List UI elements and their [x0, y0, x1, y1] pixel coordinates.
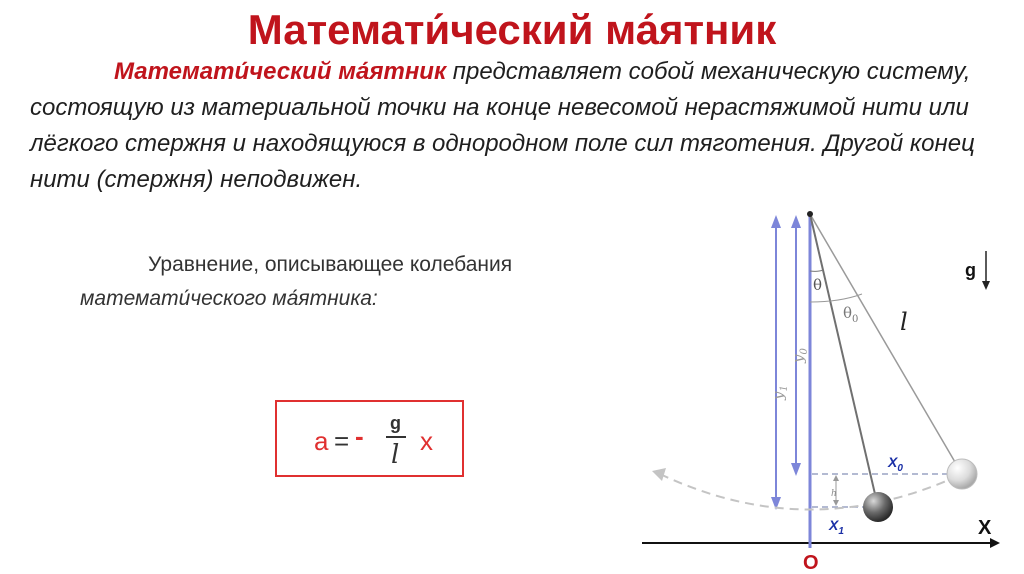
h-label: h — [831, 489, 837, 499]
y0-arrow-head-bottom — [791, 463, 801, 476]
theta-arc — [810, 270, 823, 271]
h-arrow-head-top — [833, 475, 839, 481]
y0-arrow-head-top — [791, 215, 801, 228]
definition-body: представляет собой механическую систему, состоящую из материальной точки на конце невесомой нерастяжимой нити или лёгкого стержня и находящуюся в однородном поле сил тяготения. Другой конец нити (стержня) неподвижен. — [30, 58, 975, 193]
gravity-arrow-head — [982, 281, 990, 290]
x1-label: $X_1$ — [829, 517, 844, 537]
equation-intro-2: математи́ческого ма́ятника: — [80, 287, 378, 310]
y0-label: $y_0$ — [789, 348, 810, 363]
pivot-point — [807, 211, 813, 217]
y1-label: $y_1$ — [769, 385, 790, 400]
gravity-label: g — [965, 260, 976, 280]
bob-initial-position — [947, 459, 977, 489]
theta-label: θ — [813, 276, 823, 294]
theta0-arc — [810, 294, 862, 302]
y1-arrow-head-top — [771, 215, 781, 228]
formula-minus: - — [355, 421, 364, 451]
pendulum-string-deflected — [810, 214, 962, 474]
x-axis-label: X — [978, 517, 992, 539]
x-axis-arrow — [990, 538, 1000, 548]
formula-a: a — [314, 426, 329, 456]
formula-equals: = — [334, 426, 350, 456]
x0-label: $X_0$ — [888, 454, 903, 474]
page-title: Математи́ческий ма́ятник — [247, 6, 777, 53]
formula-denominator: l — [391, 440, 400, 470]
formula-x: x — [420, 426, 433, 456]
formula-numerator: g — [390, 413, 401, 433]
origin-label: O — [803, 552, 819, 574]
length-label: l — [900, 308, 908, 336]
theta0-label: $\theta_0$ — [843, 304, 859, 325]
swing-path-arrow-left — [652, 468, 666, 481]
pendulum-string-current — [810, 214, 878, 507]
equation-intro: Уравнение, описывающее колебания — [148, 253, 513, 276]
bob-current-position — [863, 492, 893, 522]
definition-term: Математи́ческий ма́ятник — [114, 58, 447, 85]
h-arrow-head-bottom — [833, 500, 839, 506]
